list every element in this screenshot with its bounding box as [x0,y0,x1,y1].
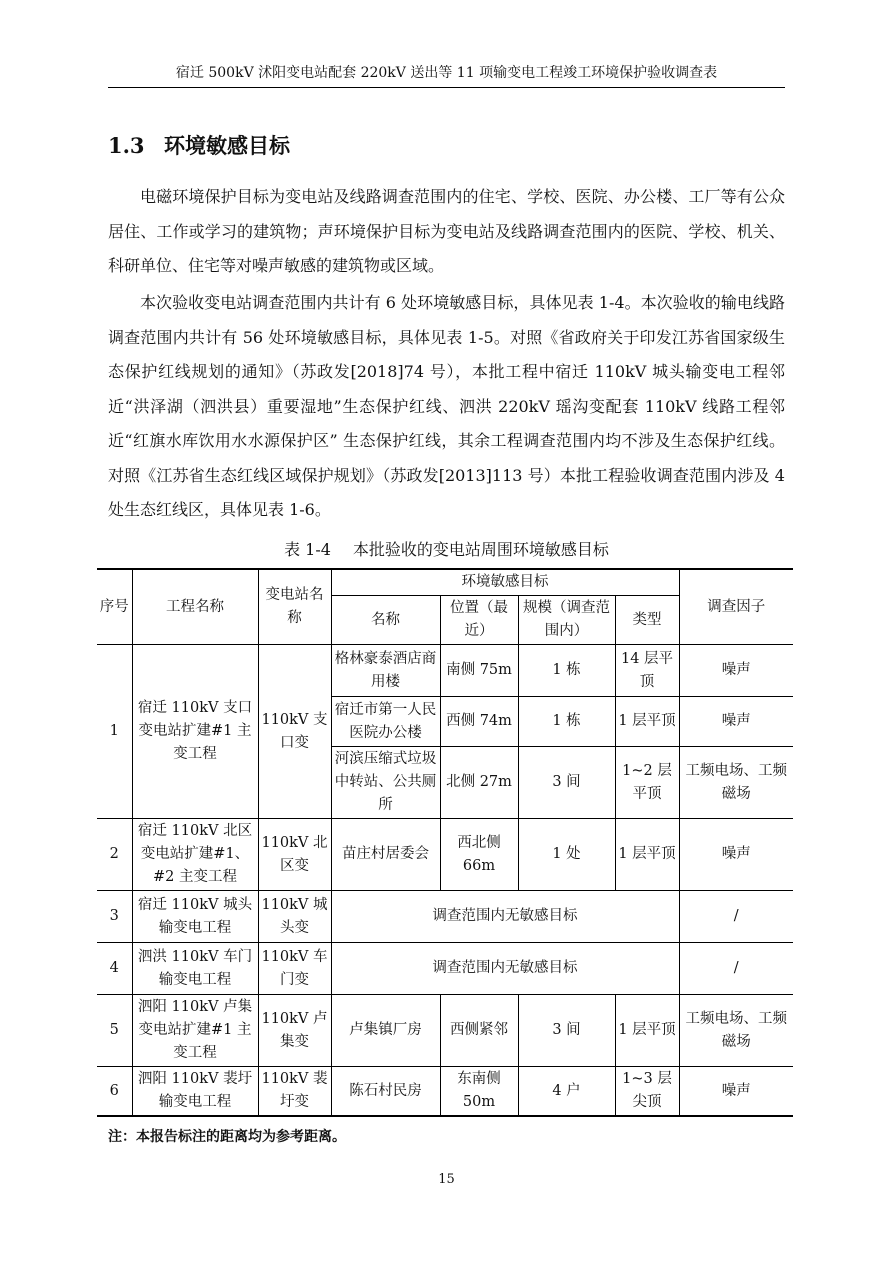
project-cell: 宿迁 110kV 北区变电站扩建#1、#2 主变工程 [132,819,258,891]
seq-cell: 1 [97,645,132,819]
sensitive-targets-table [97,568,793,1117]
table-row [97,995,793,1067]
scale-cell: 4 户 [518,1067,615,1117]
station-cell: 110kV 裴圩变 [258,1067,331,1117]
factor-cell: 工频电场、工频磁场 [679,747,793,819]
scale-cell: 1 栋 [518,645,615,697]
table-note: 注：本报告标注的距离均为参考距离。 [108,1129,346,1145]
scale-cell: 3 间 [518,747,615,819]
section-number: 1.3 [108,133,145,158]
table-caption [0,537,893,560]
project-cell: 泗阳 110kV 卢集变电站扩建#1 主变工程 [132,995,258,1067]
table-row [97,819,793,891]
header-position: 位置（最近） [440,596,518,645]
position-cell: 北侧 27m [440,747,518,819]
header-name: 名称 [331,596,440,645]
target-name-cell: 卢集镇厂房 [331,995,440,1067]
table-row [97,645,793,697]
table-row [97,943,793,995]
header-group: 环境敏感目标 [331,569,679,596]
table-header-row [97,569,793,596]
station-cell: 110kV 卢集变 [258,995,331,1067]
factor-cell: 噪声 [679,1067,793,1117]
position-cell: 东南侧 50m [440,1067,518,1117]
target-name-cell: 苗庄村居委会 [331,819,440,891]
project-cell: 泗阳 110kV 裴圩输变电工程 [132,1067,258,1117]
header-type: 类型 [615,596,679,645]
scale-cell: 3 间 [518,995,615,1067]
header-project: 工程名称 [132,569,258,645]
position-cell: 南侧 75m [440,645,518,697]
type-cell: 14 层平顶 [615,645,679,697]
scale-cell: 1 栋 [518,697,615,747]
factor-cell: 工频电场、工频磁场 [679,995,793,1067]
position-cell: 西北侧 66m [440,819,518,891]
factor-cell: 噪声 [679,819,793,891]
position-cell: 西侧紧邻 [440,995,518,1067]
table-caption-title: 本批验收的变电站周围环境敏感目标 [352,540,609,559]
position-cell: 西侧 74m [440,697,518,747]
type-cell: 1~2 层平顶 [615,747,679,819]
target-name-cell: 格林豪泰酒店商用楼 [331,645,440,697]
paragraph: 电磁环境保护目标为变电站及线路调查范围内的住宅、学校、医院、办公楼、工厂等有公众居住、工作或学习的建筑物；声环境保护目标为变电站及线路调查范围内的医院、学校、机关、科研单位、住宅等对噪声敏感的建筑物或区域。 [108,187,785,275]
no-target-cell: 调查范围内无敏感目标 [331,943,679,995]
table-row [97,891,793,943]
factor-cell: / [679,943,793,995]
table-row [97,1067,793,1117]
section-heading [108,130,290,160]
factor-cell: 噪声 [679,645,793,697]
paragraph: 本次验收变电站调查范围内共计有 6 处环境敏感目标，具体见表 1-4。本次验收的输电线路调查范围内共计有 56 处环境敏感目标，具体见表 1-5。对照《省政府关于印发江苏省国家级生态保护红线规划的通知》（苏政发[2018]74 号），本批工程中宿迁 110kV 城头输变电工程邻近“洪泽湖（泗洪县）重要湿地”生态保护红线、泗洪 220kV 瑶沟变配套 110kV 线路工程邻近“红旗水库饮用水水源保护区” 生态保护红线，其余工程调查范围内均不涉及生态保护红线。对照《江苏省生态红线区域保护规划》（苏政发[2013]113 号）本批工程验收调查范围内涉及 4 处生态红线区，具体见表 1-6。 [108,293,785,519]
header-station: 变电站名称 [258,569,331,645]
factor-cell: 噪声 [679,697,793,747]
no-target-cell: 调查范围内无敏感目标 [331,891,679,943]
station-cell: 110kV 城头变 [258,891,331,943]
page-number: 15 [438,1172,455,1187]
seq-cell: 6 [97,1067,132,1117]
station-cell: 110kV 车门变 [258,943,331,995]
target-name-cell: 河滨压缩式垃圾中转站、公共厕所 [331,747,440,819]
seq-cell: 5 [97,995,132,1067]
type-cell: 1 层平顶 [615,697,679,747]
header-seq: 序号 [97,569,132,645]
project-cell: 宿迁 110kV 支口变电站扩建#1 主变工程 [132,645,258,819]
station-cell: 110kV 支口变 [258,645,331,819]
scale-cell: 1 处 [518,819,615,891]
project-cell: 宿迁 110kV 城头输变电工程 [132,891,258,943]
header-factor: 调查因子 [679,569,793,645]
header-scale: 规模（调查范围内） [518,596,615,645]
section-title: 环境敏感目标 [164,133,290,158]
seq-cell: 2 [97,819,132,891]
station-cell: 110kV 北区变 [258,819,331,891]
type-cell: 1 层平顶 [615,995,679,1067]
project-cell: 泗洪 110kV 车门输变电工程 [132,943,258,995]
seq-cell: 3 [97,891,132,943]
table-caption-number: 表 1-4 [284,540,331,559]
factor-cell: / [679,891,793,943]
type-cell: 1~3 层尖顶 [615,1067,679,1117]
target-name-cell: 宿迁市第一人民医院办公楼 [331,697,440,747]
page-header: 宿迁 500kV 沭阳变电站配套 220kV 送出等 11 项输变电工程竣工环境保护验收调查表 [108,62,785,88]
seq-cell: 4 [97,943,132,995]
type-cell: 1 层平顶 [615,819,679,891]
target-name-cell: 陈石村民房 [331,1067,440,1117]
